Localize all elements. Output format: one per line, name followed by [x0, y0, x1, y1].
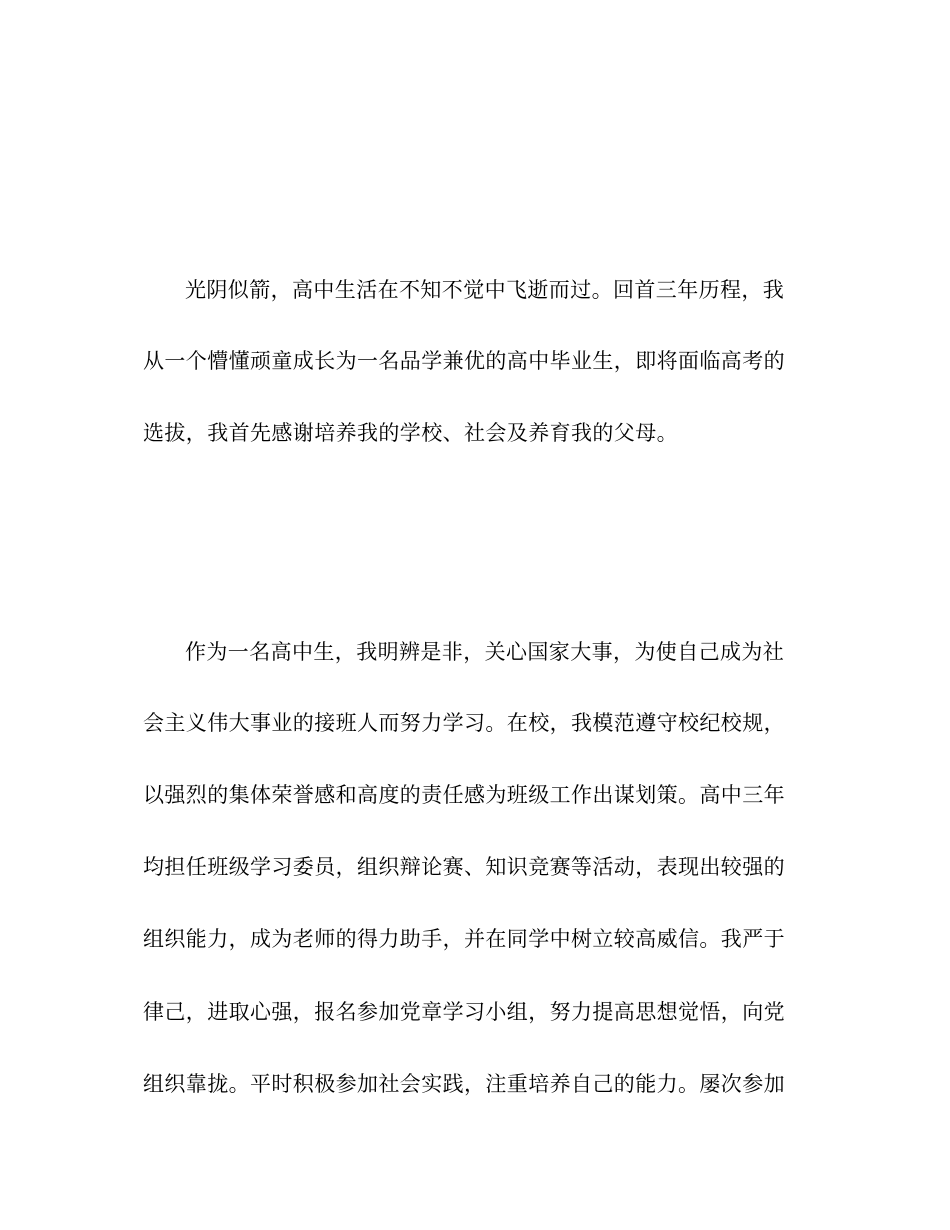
paragraph-line: 作为一名高中生，我明辨是非，关心国家大事，为使自己成为社	[185, 640, 785, 664]
paragraph-line: 组织靠拢。平时积极参加社会实践，注重培养自己的能力。屡次参加	[143, 1072, 785, 1096]
paragraph-line: 均担任班级学习委员，组织辩论赛、知识竞赛等活动，表现出较强的	[143, 855, 785, 879]
paragraph-line: 从一个懵懂顽童成长为一名品学兼优的高中毕业生，即将面临高考的	[143, 349, 785, 373]
paragraph-line: 选拔，我首先感谢培养我的学校、社会及养育我的父母。	[143, 421, 678, 445]
paragraph-line: 律己，进取心强，报名参加党章学习小组，努力提高思想觉悟，向党	[143, 1000, 785, 1024]
paragraph-line: 组织能力，成为老师的得力助手，并在同学中树立较高威信。我严于	[143, 927, 785, 951]
paragraph-line: 以强烈的集体荣誉感和高度的责任感为班级工作出谋划策。高中三年	[143, 783, 785, 807]
paragraph-line: 光阴似箭，高中生活在不知不觉中飞逝而过。回首三年历程，我	[185, 278, 785, 302]
paragraph-line: 会主义伟大事业的接班人而努力学习。在校，我模范遵守校纪校规，	[143, 711, 785, 735]
